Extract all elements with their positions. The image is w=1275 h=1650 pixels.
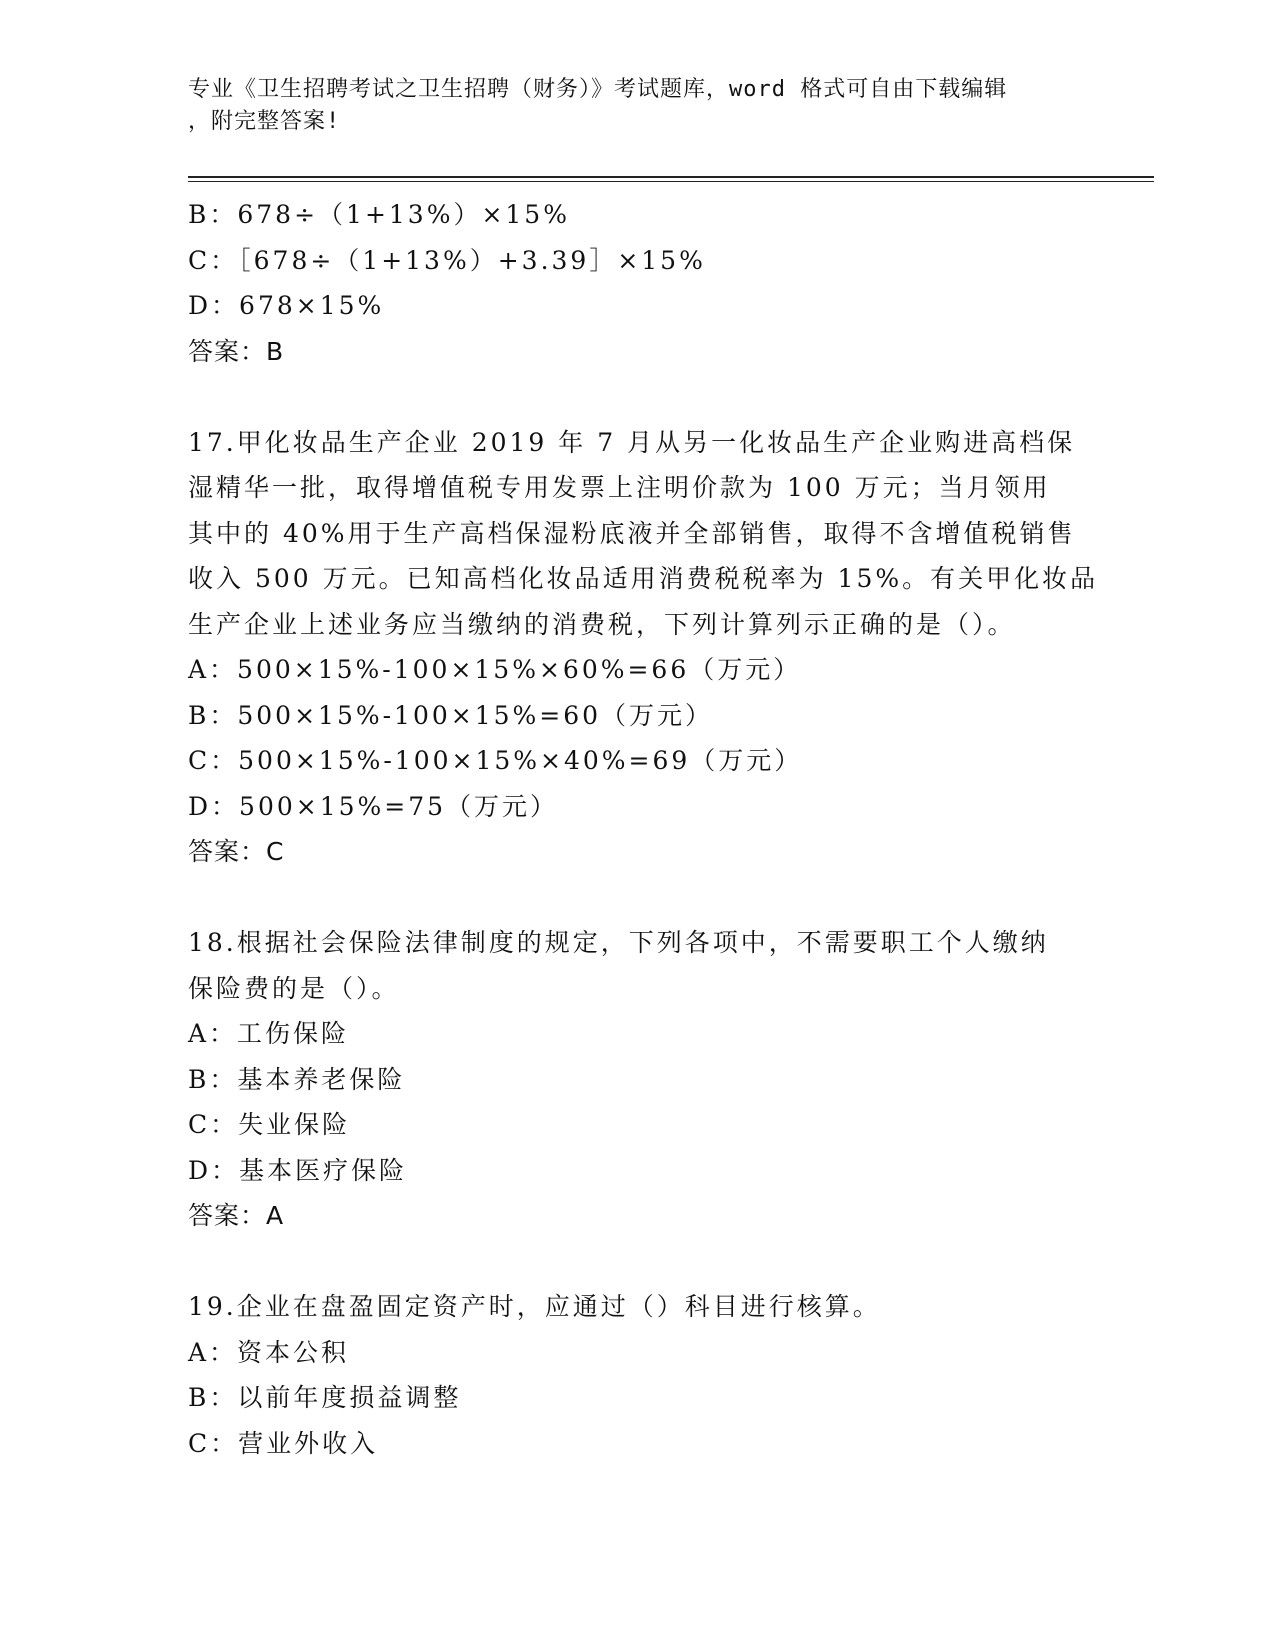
option-c: C：失业保险 xyxy=(188,1110,351,1139)
question-18 xyxy=(188,920,1088,1239)
option-a: A：500×15%-100×15%×60%=66（万元） xyxy=(188,655,802,684)
question-stem-line: 生产企业上述业务应当缴纳的消费税，下列计算列示正确的是（）。 xyxy=(188,609,1016,639)
question-stem-line: 17.甲化妆品生产企业 2019 年 7 月从另一化妆品生产企业购进高档保 xyxy=(188,427,1076,457)
document-body xyxy=(188,192,1099,1466)
answer: 答案：B xyxy=(188,336,285,366)
document-header xyxy=(188,74,1068,138)
header-line-2: ，附完整答案! xyxy=(188,109,341,134)
answer: 答案：C xyxy=(188,837,285,866)
question-stem-line: 19.企业在盘盈固定资产时，应通过（）科目进行核算。 xyxy=(188,1292,881,1321)
option-b: B：678÷（1+13%）×15% xyxy=(188,200,570,229)
header-divider xyxy=(188,176,1154,182)
answer: 答案：A xyxy=(188,1201,285,1230)
question-stem-line: 收入 500 万元。已知高档化妆品适用消费税税率为 15%。有关甲化妆品 xyxy=(188,564,1099,593)
option-c: C：500×15%-100×15%×40%=69（万元） xyxy=(188,746,803,775)
question-16-tail xyxy=(188,192,1088,374)
option-a: A：工伤保险 xyxy=(188,1019,350,1048)
spacer xyxy=(188,1239,1088,1285)
option-a: A：资本公积 xyxy=(188,1337,350,1367)
question-17 xyxy=(188,420,1099,875)
question-19 xyxy=(188,1284,1088,1466)
option-d: D：500×15%=75（万元） xyxy=(188,791,559,821)
question-stem-line: 其中的 40%用于生产高档保湿粉底液并全部销售，取得不含增值税销售 xyxy=(188,518,1076,548)
option-b: B：基本养老保险 xyxy=(188,1064,406,1094)
option-c: C：营业外收入 xyxy=(188,1428,379,1458)
option-b: B：500×15%-100×15%=60（万元） xyxy=(188,700,714,730)
header-line-1: 专业《卫生招聘考试之卫生招聘（财务）》考试题库，word 格式可自由下载编辑 xyxy=(188,77,1008,102)
question-stem-line: 保险费的是（）。 xyxy=(188,973,400,1003)
spacer xyxy=(188,875,1088,921)
spacer xyxy=(188,374,1088,420)
question-stem-line: 湿精华一批，取得增值税专用发票上注明价款为 100 万元；当月领用 xyxy=(188,473,1051,502)
question-stem-line: 18.根据社会保险法律制度的规定，下列各项中，不需要职工个人缴纳 xyxy=(188,928,1049,957)
option-d: D：基本医疗保险 xyxy=(188,1155,408,1185)
option-c: C：［678÷（1+13%）+3.39］×15% xyxy=(188,245,706,275)
option-b: B：以前年度损益调整 xyxy=(188,1383,462,1412)
option-d: D：678×15% xyxy=(188,291,385,320)
